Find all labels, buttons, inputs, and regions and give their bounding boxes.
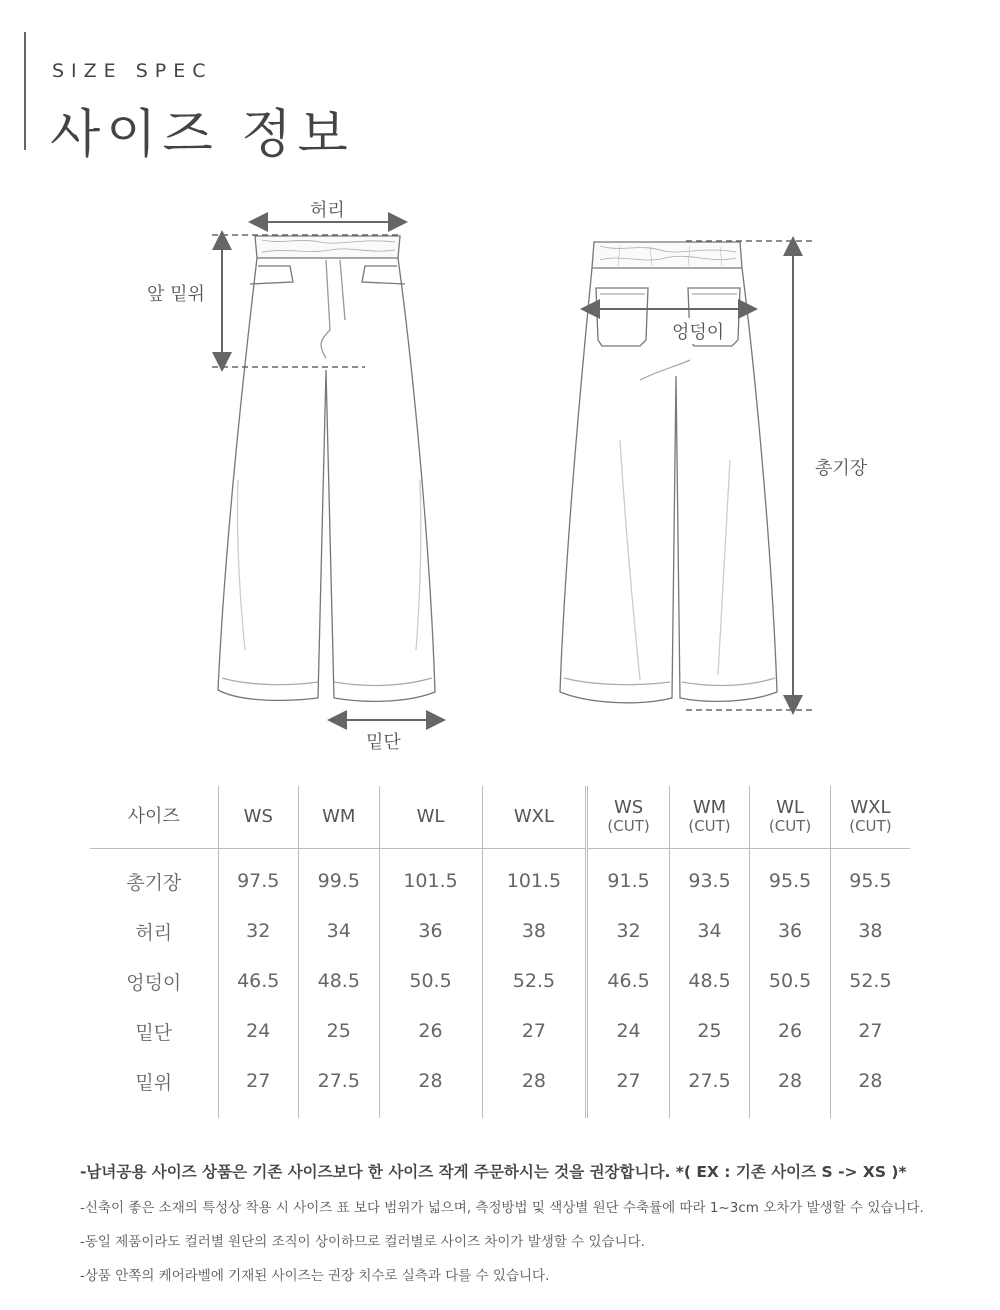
col-header: WXL — [482, 786, 587, 848]
table-cell: 46.5 — [218, 956, 299, 1006]
table-cell: 24 — [587, 1006, 669, 1056]
back-measurements — [590, 241, 816, 710]
col-header: WXL (CUT) — [830, 786, 910, 848]
col-header: WL (CUT) — [750, 786, 831, 848]
table-cell: 38 — [830, 906, 910, 956]
label-hem: 밑단 — [366, 732, 401, 753]
table-cell: 52.5 — [482, 956, 587, 1006]
col-header: WS (CUT) — [587, 786, 669, 848]
row-label: 밑위 — [135, 1071, 173, 1094]
table-header-row — [90, 786, 910, 848]
table-row — [90, 1006, 910, 1056]
pants-diagram — [0, 180, 1000, 760]
note-item: -신축이 좋은 소재의 특성상 착용 시 사이즈 표 보다 범위가 넓으며, 측정방법 및 색상별 원단 수축률에 따라 1~3cm 오차가 발생할 수 있습니다. — [80, 1200, 924, 1216]
notes-section — [80, 1160, 980, 1298]
table-cell: 48.5 — [299, 956, 380, 1006]
table-cell: 91.5 — [587, 848, 669, 906]
label-waist: 허리 — [310, 200, 345, 221]
table-cell: 26 — [750, 1006, 831, 1056]
table-cell: 28 — [482, 1056, 587, 1118]
table-cell: 27.5 — [669, 1056, 750, 1118]
table-cell: 25 — [669, 1006, 750, 1056]
table-cell: 25 — [299, 1006, 380, 1056]
table-cell: 36 — [750, 906, 831, 956]
table-cell: 27 — [830, 1006, 910, 1056]
note-main: -남녀공용 사이즈 상품은 기존 사이즈보다 한 사이즈 작게 주문하시는 것을 권장합니다. *( EX : 기존 사이즈 S -> XS )* — [80, 1163, 907, 1181]
table-cell: 93.5 — [669, 848, 750, 906]
label-front-rise: 앞 밑위 — [147, 284, 205, 305]
note-item: -상품 안쪽의 케어라벨에 기재된 사이즈는 권장 치수로 실측과 다를 수 있습니다. — [80, 1268, 550, 1284]
table-cell: 32 — [218, 906, 299, 956]
col-header: WM (CUT) — [669, 786, 750, 848]
row-label: 엉덩이 — [126, 971, 182, 994]
table-row — [90, 956, 910, 1006]
table-cell: 34 — [299, 906, 380, 956]
row-label: 총기장 — [126, 871, 182, 894]
table-cell: 28 — [379, 1056, 482, 1118]
label-total-length: 총기장 — [815, 458, 868, 479]
col-header: WM — [299, 786, 380, 848]
table-cell: 101.5 — [482, 848, 587, 906]
table-cell: 101.5 — [379, 848, 482, 906]
table-cell: 48.5 — [669, 956, 750, 1006]
table-cell: 46.5 — [587, 956, 669, 1006]
col-header: WS — [218, 786, 299, 848]
table-row — [90, 906, 910, 956]
table-cell: 95.5 — [830, 848, 910, 906]
table-cell: 27 — [587, 1056, 669, 1118]
table-cell: 27.5 — [299, 1056, 380, 1118]
table-cell: 32 — [587, 906, 669, 956]
col-header: WL — [379, 786, 482, 848]
table-cell: 28 — [830, 1056, 910, 1118]
row-label: 밑단 — [135, 1021, 173, 1044]
table-row — [90, 848, 910, 906]
table-cell: 95.5 — [750, 848, 831, 906]
back-pants-drawing — [560, 242, 777, 703]
table-cell: 27 — [218, 1056, 299, 1118]
table-cell: 34 — [669, 906, 750, 956]
table-cell: 24 — [218, 1006, 299, 1056]
table-cell: 50.5 — [750, 956, 831, 1006]
table-cell: 26 — [379, 1006, 482, 1056]
table-cell: 36 — [379, 906, 482, 956]
title-accent-bar — [24, 32, 26, 150]
table-row — [90, 1056, 910, 1118]
row-label: 허리 — [135, 921, 173, 944]
page-title: 사이즈 정보 — [50, 105, 354, 165]
table-cell: 50.5 — [379, 956, 482, 1006]
front-pants-drawing — [218, 236, 435, 701]
table-cell: 52.5 — [830, 956, 910, 1006]
table-cell: 38 — [482, 906, 587, 956]
label-hip: 엉덩이 — [670, 318, 726, 344]
title-english: SIZE SPEC — [52, 60, 213, 82]
table-header-label: 사이즈 — [90, 786, 218, 848]
table-cell: 28 — [750, 1056, 831, 1118]
table-cell: 97.5 — [218, 848, 299, 906]
note-item: -동일 제품이라도 컬러별 원단의 조직이 상이하므로 컬러별로 사이즈 차이가 발생할 수 있습니다. — [80, 1234, 645, 1250]
size-table — [90, 786, 910, 1118]
table-cell: 27 — [482, 1006, 587, 1056]
table-cell: 99.5 — [299, 848, 380, 906]
